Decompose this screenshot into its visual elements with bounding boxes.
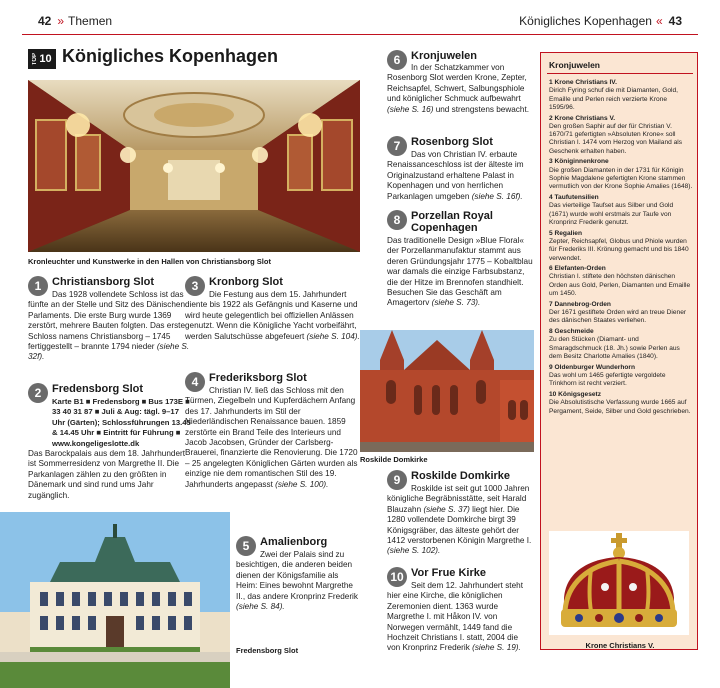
entry-3-text: Die Festung aus dem 15. Jahrhundert diente bis 1922 als Gefängnis und Kaserne und wird heute gelegentlich bei offiziellen Anlässen genutzt. Wenn die Königliche Yacht vorbeifährt, werden Salutschüsse abgefeuert (siehe S. 104). xyxy=(185,290,360,341)
sidebar-item-5: 5 Regalien Zepter, Reichsapfel, Globus und Phiole wurden für Frederiks III. Krönung gemacht und bis 1840 verwendet. xyxy=(549,229,689,262)
entry-9-title: Roskilde Domkirke xyxy=(411,470,511,482)
entry-10-title: Vor Frue Kirke xyxy=(411,567,486,579)
entry-6-number: 6 xyxy=(387,50,407,70)
entry-7-text: Das von Christian IV. erbaute Renaissanceschloss ist der älteste im Originalzustand erhaltene Palast in Kopenhagen und von herrlichen Parkanlagen umgeben (siehe S. 16f). xyxy=(387,150,524,201)
right-page-number: 43 xyxy=(668,14,682,28)
sidebar-item-10: 10 Königsgesetz Die Absolutistische Verfassung wurde 1665 auf Pergament, Seide, Silber und Gold geschrieben. xyxy=(549,390,691,415)
entry-8-number: 8 xyxy=(387,210,407,230)
entry-10-number: 10 xyxy=(387,567,407,587)
entry-5-text: Zwei der Palais sind zu besichtigen, die anderen beiden dienen der Königsfamilie als Heim: Eines bewohnt Margrethe II., das andere Kronprinz Frederik (siehe S. 84). xyxy=(236,550,358,612)
left-section: Themen xyxy=(68,14,113,28)
entry-6-text: In der Schatzkammer von Rosenborg Slot werden Krone, Zepter, Reichsapfel, Schwert, Salbungsphiole und königlicher Schmuck aufbewahrt (siehe S. 16) und strengstens bewacht. xyxy=(387,63,530,114)
fredensborg-caption: Fredensborg Slot xyxy=(236,646,299,655)
right-chevron: « xyxy=(655,14,663,28)
hall-image xyxy=(28,80,360,252)
sidebar-list xyxy=(549,79,693,418)
sidebar-rule xyxy=(547,73,693,74)
entry-7-number: 7 xyxy=(387,136,407,156)
entry-8-text: Das traditionelle Design »Blue Floral« der Porzellanmanufaktur stammt aus deren Gründungsjahr 1775 – Kobaltblau war damals die einzige Farbsubstanz, die der Hitze im Brennofen standhielt. Besuchen Sie das Geschäft am Amagertorv (siehe S. 73). xyxy=(387,236,533,308)
sidebar-title: Kronjuwelen xyxy=(549,60,601,70)
entry-6-title: Kronjuwelen xyxy=(411,50,478,62)
entry-9-number: 9 xyxy=(387,470,407,490)
entry-5-title: Amalienborg xyxy=(260,536,328,548)
sidebar-item-2: 2 Krone Christians V. Den großen Saphir auf der für Christian V. 1670/71 gefertigten »Absoluten Krone« soll Christian I. 1474 vom Herzog von Mailand als Geschenk erhalten haben. xyxy=(549,114,683,155)
entry-7-title: Rosenborg Slot xyxy=(411,136,493,148)
hall-photo xyxy=(28,80,360,252)
entry-4-title: Frederiksborg Slot xyxy=(209,372,307,384)
page-title: Königliches Kopenhagen xyxy=(62,46,279,66)
header-rule xyxy=(22,34,698,35)
entry-4-text: Christian IV. ließ das Schloss mit den Türmen, Ziegelbeln und Kupferdächern Anfang des 17. Jahrhunderts im Stil der Niederländischen Renaissance bauen. 1859 zerstörte ein Brand Teile des Interieurs und Jacob Jacobsen, Gründer der Carlsberg-Brauerei, finanzierte die Renovierung. Die 1720 – 25 angelegten Königlichen Gärten wurden als einzige nie dem romantischen Stil des 19. Jahrhunderts angepasst (siehe S. 100). xyxy=(185,386,358,489)
left-page-number: 42 xyxy=(38,14,52,28)
entry-2-info: Karte B1 ■ Fredensborg ■ Bus 173E ■ 33 40 31 87 ■ Juli & Aug: tägl. 9–17 Uhr (Gärten); Schlossführungen 13.45 & 14.45 Uhr ■ Eintritt für Führung ■ www.kongeligeslotte.dk xyxy=(52,397,191,448)
left-chevron: » xyxy=(57,14,65,28)
header-left xyxy=(38,14,112,28)
roskilde-caption: Roskilde Domkirke xyxy=(360,455,428,464)
sidebar-item-9: 9 Oldenburger Wunderhorn Das wohl um 1465 gefertigte vergoldete Trinkhorn ist recht verziert. xyxy=(549,363,666,388)
entry-4-number: 4 xyxy=(185,372,205,392)
sidebar-item-7: 7 Dannebrog-Orden Der 1671 gestiftete Orden wird an treue Diener des dänischen Staates verliehen. xyxy=(549,300,687,325)
entry-3-number: 3 xyxy=(185,276,205,296)
sidebar-item-4: 4 Taufutensilien Das vierteilige Taufset aus Silber und Gold (1671) wurde wohl erstmals zur Taufe von Kronprinz Frederik genutzt. xyxy=(549,194,674,226)
entry-3-title: Kronborg Slot xyxy=(209,276,283,288)
sidebar-item-6: 6 Elefanten-Orden Christian I. stiftete den höchsten dänischen Orden aus Gold, Perlen, Diamanten und Emaille um 1450. xyxy=(549,265,691,298)
crown-caption: Krone Christians V. xyxy=(585,641,655,650)
crown-image xyxy=(549,531,689,635)
entry-1-text: Das 1928 vollendete Schloss ist das fünfte an der Stelle und Sitz des Dänischen Parlaments. Die erste Burg wurde 1369 zerstört, mehrere Bauten folgten. Das erste Schloss namens Christiansborg – 1745 fertiggestellt – brannte 1794 nieder (siehe S. 32f). xyxy=(28,290,190,362)
top10-badge: TOP 10 xyxy=(28,49,56,69)
fredensborg-image xyxy=(0,512,230,688)
fredensborg-photo xyxy=(0,512,230,688)
entry-2-text: Karte B1 ■ Fredensborg ■ Bus 173E ■ 33 40 31 87 ■ Juli & Aug: tägl. 9–17 Uhr (Gärten); Schlossführungen 13.45 & 14.45 Uhr ■ Eintritt für Führung ■ www.kongeligeslotte.dk Das Barockpalais aus dem 18. Jahrhundert ist Sommerresidenz von Margrethe II. Die Parkanlagen zählen zu den größten in Dänemark und sind rund ums Jahr zugänglich. xyxy=(28,397,191,500)
crown-jewels-sidebar xyxy=(540,52,698,650)
entry-2-number: 2 xyxy=(28,383,48,403)
sidebar-item-1: 1 Krone Christians IV. Dirich Fyring schuf die mit Diamanten, Gold, Emaille und Perlen reich verzierte Krone 1595/96. xyxy=(549,79,678,111)
entry-10-text: Seit dem 12. Jahrhundert steht hier eine Kirche, die königlichen Zeremonien dient. 1363 wurde Margrethe I. mit Håkon IV. von Norwegen vermählt, 1449 fand die Hochzeit Christians I. statt, 2004 die von Kronprinz Frederik (siehe S. 19). xyxy=(387,581,523,653)
page-header xyxy=(0,0,720,44)
header-right xyxy=(519,14,682,28)
hall-caption: Kronleuchter und Kunstwerke in den Hallen von Christiansborg Slot xyxy=(28,257,271,266)
entry-5-number: 5 xyxy=(236,536,256,556)
entry-9-text: Roskilde ist seit gut 1000 Jahren königliche Begräbnisstätte, seit Harald Blauzahn (siehe S. 37) liegt hier. Die 1280 vollendete Domkirche birgt 39 Königsgräber, das älteste gehört der 1412 verstorbenen Königin Margrethe I. (siehe S. 102). xyxy=(387,484,532,556)
roskilde-photo xyxy=(360,330,534,452)
entry-8-title: Porzellan Royal Copenhagen xyxy=(411,210,493,234)
entry-1-number: 1 xyxy=(28,276,48,296)
sidebar-item-8: 8 Geschmeide Zu den Stücken (Diamant- und Smaragdschmuck (18. Jh.) sowie Perlen aus dem Besitz Charlotte Amalies (1840). xyxy=(549,328,680,360)
entry-1-title: Christiansborg Slot xyxy=(52,276,155,288)
roskilde-image xyxy=(360,330,534,452)
right-section: Königliches Kopenhagen xyxy=(519,14,652,28)
sidebar-item-3: 3 Königinnenkrone Die großen Diamanten in der 1731 für Königin Sophie Magdalene gefertigten Krone stammen vermutlich von der Krone Sophie Amalies (1648). xyxy=(549,158,693,191)
entry-2-title: Fredensborg Slot xyxy=(52,383,144,395)
